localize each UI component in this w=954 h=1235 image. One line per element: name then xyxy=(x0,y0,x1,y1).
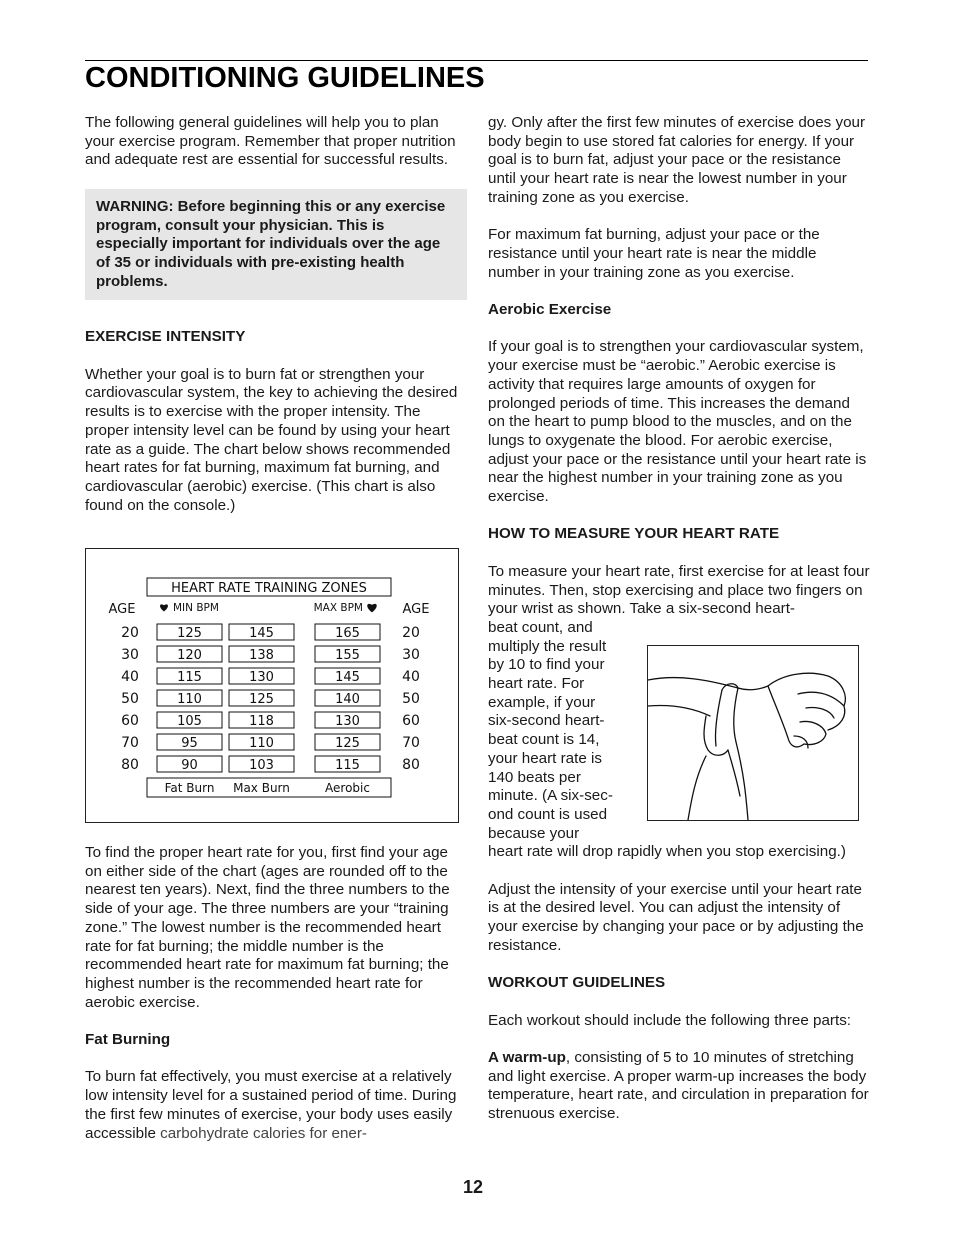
zone-value-2-2: 145 xyxy=(335,670,360,685)
age-right-20: 20 xyxy=(402,625,420,641)
age-left-80: 80 xyxy=(121,757,139,773)
series-label-0: Fat Burn xyxy=(164,781,215,795)
zone-value-2-6: 115 xyxy=(335,758,360,773)
wrist-pulse-icon xyxy=(647,645,859,821)
left-column xyxy=(85,114,467,534)
top-rule xyxy=(85,60,868,61)
chart-title: HEART RATE TRAINING ZONES xyxy=(171,581,367,596)
zone-value-1-0: 145 xyxy=(249,626,274,641)
heart-icon-max xyxy=(367,604,376,613)
fat-burning-text-a: To burn fat effectively, you must exercise at a relatively low intensity level for a sustained period of time. During the first few minutes of exercise, your body uses easily accessible xyxy=(85,1068,457,1142)
zone-value-2-5: 125 xyxy=(335,736,360,751)
series-label-1: Max Burn xyxy=(233,781,290,795)
warmup-paragraph xyxy=(488,1049,870,1124)
age-left-40: 40 xyxy=(121,669,139,685)
zone-value-2-4: 130 xyxy=(335,714,360,729)
max-fat-burning-paragraph: For maximum fat burning, adjust your pace or the resistance until your heart rate is near the middle number in your training zone as you exercise. xyxy=(488,226,820,281)
zone-value-1-1: 138 xyxy=(249,648,274,663)
zone-value-2-0: 165 xyxy=(335,626,360,641)
right-column xyxy=(488,114,870,1143)
heart-rate-chart xyxy=(85,548,459,823)
max-bpm-label: MAX BPM xyxy=(313,602,363,614)
left-column-lower xyxy=(85,844,467,1162)
age-left-70: 70 xyxy=(121,735,139,751)
workout-intro: Each workout should include the following three parts: xyxy=(488,1011,852,1029)
exercise-intensity-paragraph: Whether your goal is to burn fat or strengthen your cardiovascular system, the key to achieving the desired results is to exercise with the proper intensity. The proper intensity level can be found by using your heart rate as a guide. The chart below shows recommended heart rates for fat burning, maximum fat burning, and cardiovascular (aerobic) exercise. (This chart is also found on the console.) xyxy=(85,365,458,514)
zone-value-0-1: 120 xyxy=(177,648,202,663)
zone-value-1-6: 103 xyxy=(249,758,274,773)
age-right-80: 80 xyxy=(402,757,420,773)
zone-value-2-1: 155 xyxy=(335,648,360,663)
zone-value-1-2: 130 xyxy=(249,670,274,685)
page-number: 12 xyxy=(463,1177,484,1197)
zone-value-1-5: 110 xyxy=(249,736,274,751)
age-label-left: AGE xyxy=(108,602,136,617)
adjust-intensity-paragraph: Adjust the intensity of your exercise until your heart rate is at the desired level. You can adjust the intensity of your exercise by changing your pace or by adjusting the resistance. xyxy=(488,880,864,954)
workout-heading: WORKOUT GUIDELINES xyxy=(488,974,666,992)
aerobic-heading: Aerobic Exercise xyxy=(488,301,612,318)
zone-value-0-0: 125 xyxy=(177,626,202,641)
heart-icon-min xyxy=(160,604,168,611)
age-right-30: 30 xyxy=(402,647,420,663)
exercise-intensity-heading: EXERCISE INTENSITY xyxy=(85,328,246,346)
age-right-50: 50 xyxy=(402,691,420,707)
age-left-20: 20 xyxy=(121,625,139,641)
zone-value-1-3: 125 xyxy=(249,692,274,707)
fat-burning-paragraph xyxy=(85,1068,467,1143)
min-bpm-label: MIN BPM xyxy=(173,602,219,614)
fat-burning-continued: gy. Only after the first few minutes of exercise does your body begin to use stored fat calories for energy. If your goal is to burn fat, adjust your pace or the resistance until your heart rate is near the lowest number in your training zone as you exercise. xyxy=(488,114,866,206)
series-label-2: Aerobic xyxy=(325,781,370,795)
age-left-60: 60 xyxy=(121,713,139,729)
zone-value-1-4: 118 xyxy=(249,714,274,729)
zone-value-0-2: 115 xyxy=(177,670,202,685)
fat-burning-heading: Fat Burning xyxy=(85,1031,171,1049)
wrist-illustration xyxy=(648,646,858,820)
age-right-40: 40 xyxy=(402,669,420,685)
intro-paragraph: The following general guidelines will help you to plan your exercise program. Remember that proper nutrition and adequate rest are essential for successful results. xyxy=(85,114,456,169)
fat-burning-text-b: carbohydrate calories for ener- xyxy=(160,1124,367,1142)
measure-heading: HOW TO MEASURE YOUR HEART RATE xyxy=(488,525,780,543)
measure-paragraph-start: To measure your heart rate, first exercise for at least four minutes. Then, stop exercising and place two fingers on your wrist as shown. Take a six-second heart- xyxy=(488,562,870,618)
zone-value-0-4: 105 xyxy=(177,714,202,729)
age-left-50: 50 xyxy=(121,691,139,707)
heart-rate-chart-svg xyxy=(86,549,460,824)
age-label-right: AGE xyxy=(402,602,430,617)
warning-box: WARNING: Before beginning this or any exercise program, consult your physician. This is especially important for individuals over the age of 35 or individuals with pre-existing health problems. xyxy=(85,189,467,301)
warmup-rest: , consisting of 5 to 10 minutes of stretching and light exercise. A proper warm-up increases the body temperature, heart rate, and circulation in preparation for strenuous exercise. xyxy=(488,1049,869,1123)
warmup-bold: A warm-up xyxy=(488,1049,566,1067)
zone-value-0-5: 95 xyxy=(181,736,198,751)
page-title: CONDITIONING GUIDELINES xyxy=(85,62,485,94)
zone-value-2-3: 140 xyxy=(335,692,360,707)
aerobic-paragraph: If your goal is to strengthen your cardiovascular system, your exercise must be “aerobic.” Aerobic exercise is activity that requires large amounts of oxygen for prolonged periods of time. This increases the demand on the heart to pump blood to the muscles, and on the lungs to oxygenate the blood. For aerobic exercise, adjust your pace or the resistance until your heart rate is near the highest number in your training zone as you exercise. xyxy=(488,338,867,506)
age-right-70: 70 xyxy=(402,735,420,751)
measure-paragraph-wrap: beat count, and multiply the result by 10 to find your heart rate. For example, if your six-second heart-beat count is 14, your heart rate is 140 beats per minute. (A six-sec-ond count is used because your xyxy=(488,618,613,842)
measure-paragraph-end: heart rate will drop rapidly when you stop exercising.) xyxy=(488,843,846,861)
zone-value-0-3: 110 xyxy=(177,692,202,707)
age-right-60: 60 xyxy=(402,713,420,729)
find-heart-rate-paragraph: To find the proper heart rate for you, first find your age on either side of the chart (ages are rounded off to the nearest ten years). Next, find the three numbers to the side of your age. The three numbers are your “training zone.” The lowest number is the recommended heart rate for fat burning; the middle number is the recommended heart rate for maximum fat burning; the highest number is the recommended heart rate for aerobic exercise. xyxy=(85,844,450,1011)
zone-value-0-6: 90 xyxy=(181,758,198,773)
age-left-30: 30 xyxy=(121,647,139,663)
